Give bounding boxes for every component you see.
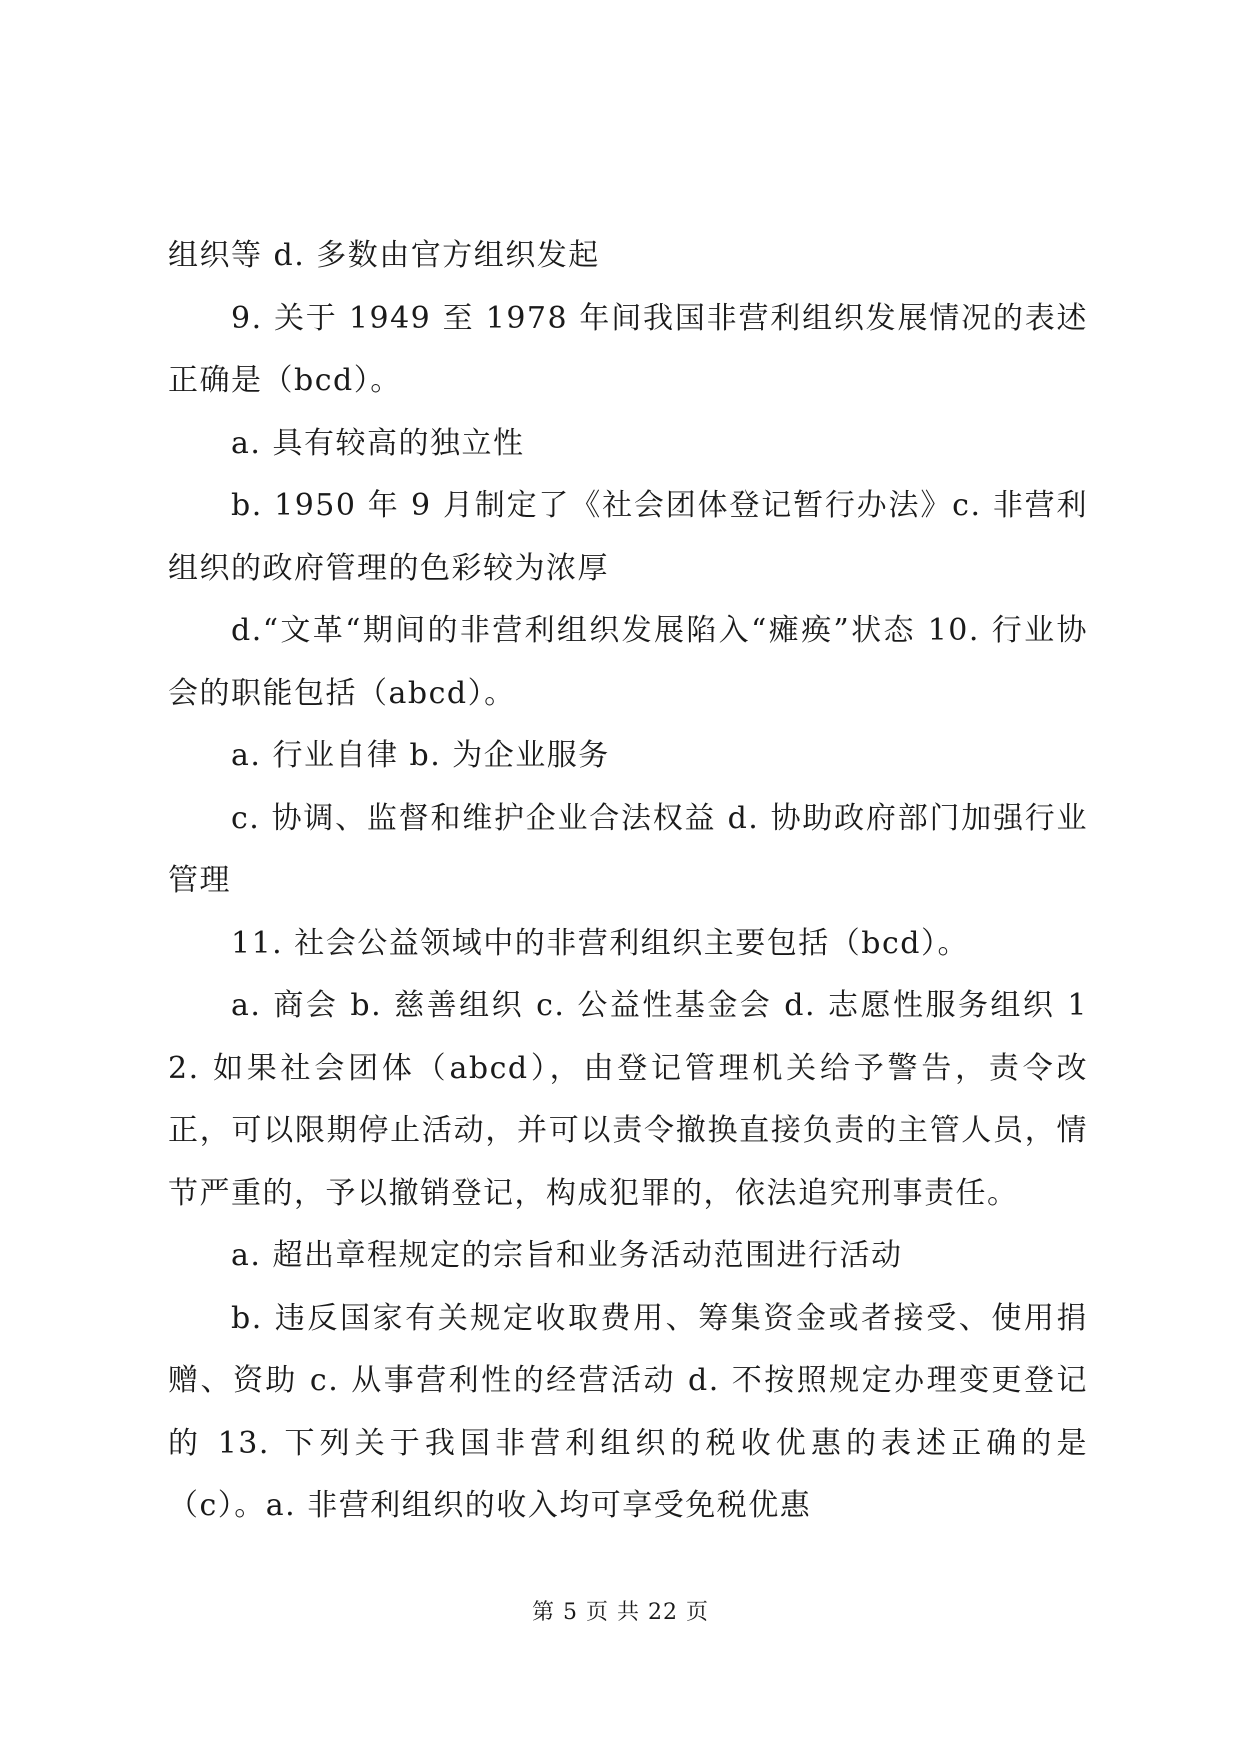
paragraph-4: b. 1950 年 9 月制定了《社会团体登记暂行办法》c. 非营利组织的政府管理的色彩较为浓厚 (168, 488, 1088, 586)
paragraph-5: d.“文革“期间的非营利组织发展陷入“瘫痪”状态 10. 行业协会的职能包括（abcd）。 (168, 613, 1088, 711)
paragraph-9: a. 商会 b. 慈善组织 c. 公益性基金会 d. 志愿性服务组织 12. 如果社会团体（abcd），由登记管理机关给予警告，责令改正，可以限期停止活动，并可以责令撤换直接负责的主管人员，情节严重的，予以撤销登记，构成犯罪的，依法追究刑事责任。 (168, 988, 1088, 1211)
paragraph-6: a. 行业自律 b. 为企业服务 (231, 738, 610, 773)
paragraph-1: 组织等 d. 多数由官方组织发起 (168, 238, 600, 273)
page-footer: 第 5 页 共 22 页 (532, 1600, 709, 1625)
paragraph-3: a. 具有较高的独立性 (231, 425, 525, 461)
paragraph-8: 11. 社会公益领域中的非营利组织主要包括（bcd）。 (231, 925, 969, 961)
paragraph-2: 9. 关于 1949 至 1978 年间我国非营利组织发展情况的表述正确是（bcd）。 (168, 300, 1088, 398)
paragraph-11: b. 违反国家有关规定收取费用、筹集资金或者接受、使用捐赠、资助 c. 从事营利性的经营活动 d. 不按照规定办理变更登记的 13. 下列关于我国非营利组织的税收优惠的表述正确的是（c）。a. 非营利组织的收入均可享受免税优惠 (168, 1300, 1088, 1523)
paragraph-10: a. 超出章程规定的宗旨和业务活动范围进行活动 (231, 1238, 903, 1273)
paragraph-7: c. 协调、监督和维护企业合法权益 d. 协助政府部门加强行业管理 (168, 800, 1088, 898)
document-body (168, 225, 1088, 1538)
